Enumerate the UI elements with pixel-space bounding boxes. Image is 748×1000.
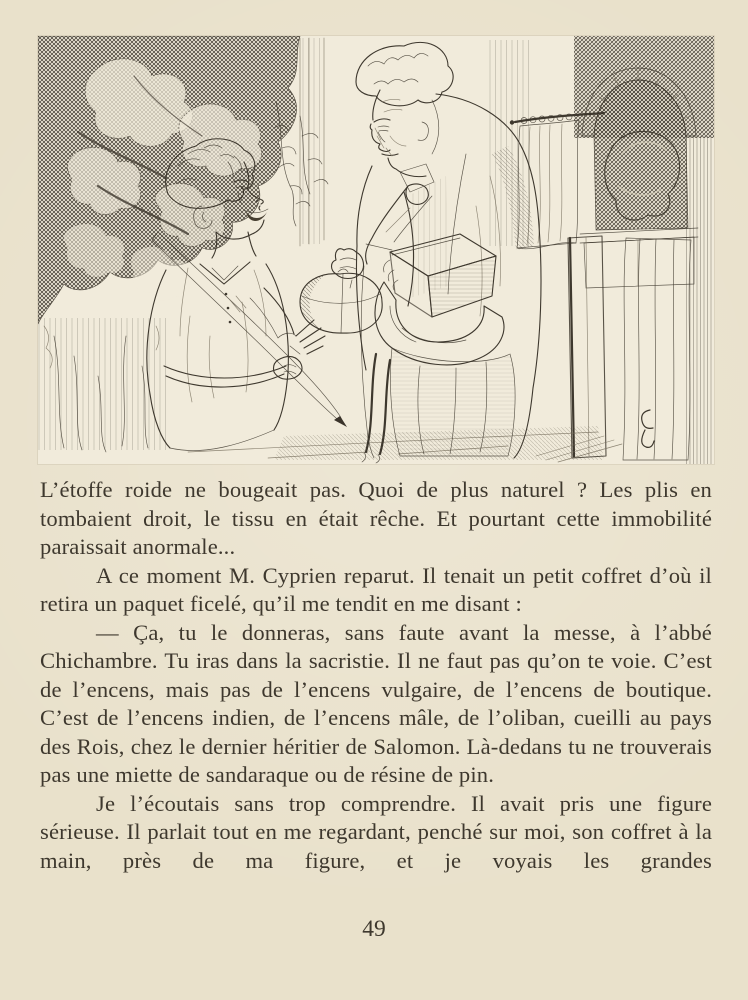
- foliage: [38, 36, 300, 452]
- book-illustration: [38, 36, 714, 464]
- etching-illustration: [38, 36, 714, 464]
- tied-parcel: [300, 269, 382, 333]
- paragraph: Je l’écoutais sans trop comprendre. Il avait pris une figure sérieuse. Il parlait tout en me regardant, penché sur moi, son coffret à la main, près de ma figure, et je voyais les grandes: [40, 790, 712, 873]
- signature-monogram: [642, 410, 654, 447]
- man-hair: [356, 42, 453, 105]
- paragraph: — Ça, tu le donneras, sans faute avant la messe, à l’abbé Chichambre. Tu iras dans la sacristie. Il ne faut pas qu’on te voie. C’est de l’encens, mais pas de l’encens vulgaire, de l’encens de boutique. C’est de l’encens indien, de l’encens mâle, de l’oliban, cueilli au pays des Rois, chez le dernier héritier de Salomon. Là-dedans tu ne trouverais pas une miette de sandaraque ou de résine de pin.: [40, 619, 712, 787]
- hanging-drape: [623, 238, 691, 460]
- page-number: 49: [362, 916, 386, 942]
- paragraph: A ce moment M. Cyprien reparut. Il tenait un petit coffret d’où il retira un paquet ficelé, qu’il me tendit en me disant :: [40, 562, 712, 616]
- boy-sash: [164, 366, 286, 387]
- man-face: [370, 90, 428, 177]
- body-text: [40, 476, 712, 875]
- paragraph: L’étoffe roide ne bougeait pas. Quoi de plus naturel ? Les plis en tombaient droit, le tissu en était rêche. Et pourtant cette immobilité paraissait anormale...: [40, 477, 712, 559]
- door-frame: [300, 38, 324, 246]
